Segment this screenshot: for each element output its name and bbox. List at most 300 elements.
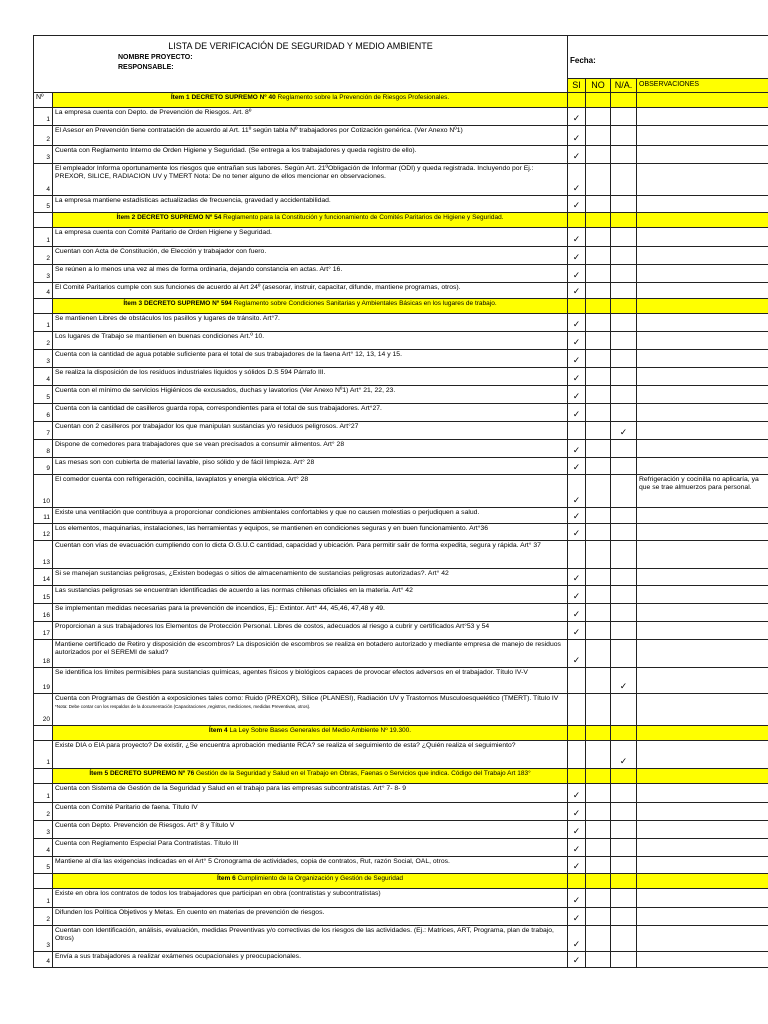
checkbox-cell-si[interactable] [568,693,586,725]
section-blank-cell [568,725,586,740]
checkbox-cell-na[interactable] [611,740,637,768]
row-description [53,403,568,421]
observations-cell[interactable] [637,603,768,621]
checkbox-cell-no[interactable] [586,802,611,820]
checkbox-cell-si[interactable] [568,667,586,693]
observations-cell[interactable] [637,540,768,568]
checkbox-cell-no[interactable] [586,951,611,967]
page-title: LISTA DE VERIFICACIÓN DE SEGURIDAD Y MEDIO AMBIENTE [168,41,433,51]
checkbox-cell-no[interactable] [586,421,611,439]
section-blank-cell [611,725,637,740]
row-text: Difunden los Política Objetivos y Metas. En cuento en materias de prevención de riesgos. [55,908,325,916]
observations-cell[interactable] [637,568,768,585]
observations-cell[interactable] [637,421,768,439]
checkbox-cell-na[interactable] [611,145,637,163]
section-description: Cumplimiento de la Organización y Gestión de Seguridad [237,874,404,882]
section-header-row [34,768,768,783]
row-description [53,856,568,873]
checkbox-cell-no[interactable] [586,331,611,349]
checkbox-cell-no[interactable] [586,523,611,540]
row-number: 14 [34,568,53,585]
observations-cell[interactable] [637,740,768,768]
checkbox-cell-na[interactable] [611,783,637,802]
checkbox-cell-na[interactable] [611,838,637,856]
checkbox-cell-no[interactable] [586,349,611,367]
row-text: El comedor cuenta con refrigeración, cocinilla, lavaplatos y energía eléctrica. Art° 28 [55,475,309,483]
checkbox-cell-si[interactable] [568,888,586,907]
observations-cell[interactable] [637,385,768,403]
row-number: 6 [34,403,53,421]
checkbox-cell-no[interactable] [586,740,611,768]
checkbox-cell-na[interactable] [611,349,637,367]
observations-cell[interactable] [637,907,768,925]
table-row [34,367,768,385]
table-row [34,693,768,725]
section-law: DECRETO SUPREMO Nº 40 [191,93,276,101]
checkbox-cell-na[interactable] [611,856,637,873]
row-text: Se implementan medidas necesarias para la prevención de incendios, Ej.: Extintor. Art° 44, 45,46, 47,48 y 49. [55,604,385,612]
section-blank-cell [611,873,637,888]
observations-cell[interactable] [637,125,768,145]
checkbox-cell-na[interactable] [611,907,637,925]
checkbox-cell-si[interactable] [568,313,586,331]
section-header-row [34,725,768,740]
checkbox-cell-no[interactable] [586,385,611,403]
checkbox-cell-na[interactable] [611,385,637,403]
row-description [53,783,568,802]
observations-cell[interactable] [637,195,768,212]
section-item: Ítem 3 [123,299,143,307]
checkbox-cell-no[interactable] [586,227,611,246]
checkbox-cell-si[interactable] [568,568,586,585]
checkbox-cell-si[interactable] [568,246,586,264]
section-blank-cell [586,725,611,740]
checkbox-cell-si[interactable] [568,439,586,457]
checkbox-cell-si[interactable] [568,264,586,282]
check-icon: ✓ [572,336,581,347]
checkbox-cell-na[interactable] [611,925,637,951]
row-number: 9 [34,457,53,474]
checkbox-cell-si[interactable] [568,385,586,403]
row-text: Existe una ventilación que contribuya a proporcionar condiciones ambientales confortables y que no causen molestias o perjudiquen a salud. [55,508,480,516]
check-icon: ✓ [572,182,581,193]
check-icon: ✓ [572,912,581,923]
checkbox-cell-na[interactable] [611,474,637,507]
checkbox-cell-si[interactable] [568,474,586,507]
checkbox-cell-si[interactable] [568,282,586,298]
checkbox-cell-si[interactable] [568,838,586,856]
checkbox-cell-si[interactable] [568,802,586,820]
checkbox-cell-no[interactable] [586,403,611,421]
section-item: Ítem 2 [116,213,136,221]
checkbox-cell-na[interactable] [611,107,637,125]
observations-cell[interactable] [637,474,768,507]
checkbox-cell-si[interactable] [568,621,586,639]
table-row [34,246,768,264]
checkbox-cell-no[interactable] [586,125,611,145]
check-icon: ✓ [572,233,581,244]
row-description [53,667,568,693]
checkbox-cell-no[interactable] [586,282,611,298]
checkbox-cell-na[interactable] [611,603,637,621]
check-icon: ✓ [572,825,581,836]
observations-cell[interactable] [637,667,768,693]
checkbox-cell-si[interactable] [568,523,586,540]
responsible-label: RESPONSABLE: [118,63,174,71]
checkbox-cell-no[interactable] [586,925,611,951]
checkbox-cell-no[interactable] [586,457,611,474]
observations-cell[interactable] [637,313,768,331]
row-description [53,693,568,725]
date-cell [568,36,768,79]
section-blank-cell [611,768,637,783]
row-text: Mantiene certificado de Retiro y disposición de escombros? La disposición de escombros se realiza en botadero autorizado y mediante empresa de manejo de residuos autorizados por el SEREMI de salud? [55,640,561,657]
check-icon: ✓ [572,390,581,401]
row-text: Se identifica los límites permisibles para sustancias químicas, agentes físicos y biológicos capaces de provocar efectos adversos en el trabajador. Título IV-V [55,668,528,676]
checkbox-cell-no[interactable] [586,693,611,725]
row-description [53,264,568,282]
observations-cell[interactable] [637,856,768,873]
observations-cell[interactable] [637,639,768,667]
observations-cell[interactable] [637,802,768,820]
row-number: 16 [34,603,53,621]
row-description [53,163,568,195]
observations-cell[interactable] [637,888,768,907]
check-icon: ✓ [572,494,581,505]
section-blank-cell [586,298,611,313]
checkbox-cell-na[interactable] [611,367,637,385]
checkbox-cell-na[interactable] [611,820,637,838]
row-description [53,227,568,246]
section-blank-cell [568,873,586,888]
row-description [53,925,568,951]
checkbox-cell-na[interactable] [611,693,637,725]
observations-cell[interactable] [637,951,768,967]
table-row [34,349,768,367]
table-row [34,888,768,907]
check-icon: ✓ [572,938,581,949]
section-title [53,92,568,107]
row-number: 2 [34,802,53,820]
row-text: El Asesor en Prevención tiene contratación de acuerdo al Art. 11º según tabla Nº trabajadores por Cotización genérica. (Ver Anexo Nº1) [55,126,463,134]
row-description [53,907,568,925]
check-icon: ✓ [572,318,581,329]
checkbox-cell-no[interactable] [586,540,611,568]
checkbox-cell-si[interactable] [568,585,586,603]
table-row [34,856,768,873]
observations-cell[interactable] [637,264,768,282]
checkbox-cell-si[interactable] [568,349,586,367]
number-header [34,298,53,313]
checkbox-cell-si[interactable] [568,540,586,568]
check-icon: ✓ [572,954,581,965]
row-number: 15 [34,585,53,603]
observations-cell[interactable] [637,246,768,264]
row-text: Se realiza la disposición de los residuos industriales líquidos y sólidos D.S 594 Párrafo III. [55,368,326,376]
row-number: 1 [34,783,53,802]
checkbox-cell-no[interactable] [586,264,611,282]
row-number: 11 [34,507,53,523]
row-number: 7 [34,421,53,439]
checklist-table [33,35,768,968]
section-blank-cell [568,298,586,313]
observations-cell[interactable] [637,439,768,457]
observations-cell[interactable] [637,820,768,838]
row-description [53,603,568,621]
checkbox-cell-na[interactable] [611,195,637,212]
row-number: 18 [34,639,53,667]
section-header-row [34,873,768,888]
row-text: Cuenta con Reglamento Especial Para Contratistas. Título III [55,839,239,847]
section-description: Reglamento sobre la Prevención de Riesgos Profesionales. [277,93,450,101]
check-icon: ✓ [619,680,628,691]
checkbox-cell-no[interactable] [586,145,611,163]
checkbox-cell-na[interactable] [611,888,637,907]
row-text: Existe DIA o EIA para proyecto? De existir, ¿Se encuentra aprobación mediante RCA? se realiza el seguimiento de esta? ¿Quién realiza el seguimiento? [55,741,516,749]
checkbox-cell-na[interactable] [611,163,637,195]
table-row [34,802,768,820]
row-text: Cuentan con 2 casilleros por trabajador los que manipulan sustancias y/o residuos peligrosos. Art°27 [55,422,359,430]
checkbox-cell-si[interactable] [568,907,586,925]
section-blank-cell [586,768,611,783]
checkbox-cell-na[interactable] [611,568,637,585]
section-title [53,725,568,740]
checkbox-cell-na[interactable] [611,667,637,693]
row-text: Cuenta con Comité Paritario de faena. Título IV [55,803,198,811]
checkbox-cell-na[interactable] [611,331,637,349]
row-description [53,820,568,838]
row-number: 3 [34,820,53,838]
observations-cell[interactable] [637,523,768,540]
row-number: 4 [34,838,53,856]
checkbox-cell-na[interactable] [611,540,637,568]
col-obs-header: OBSERVACIONES [637,78,768,92]
row-description [53,246,568,264]
row-number: 4 [34,282,53,298]
checkbox-cell-no[interactable] [586,313,611,331]
checkbox-cell-si[interactable] [568,740,586,768]
section-blank-cell [568,768,586,783]
checkbox-cell-no[interactable] [586,568,611,585]
row-text: Los lugares de Trabajo se mantienen en buenas condiciones Art.º 10. [55,332,265,340]
checkbox-cell-si[interactable] [568,951,586,967]
checkbox-cell-no[interactable] [586,838,611,856]
row-text: Los elementos, maquinarias, instalaciones, las herramientas y equipos, se mantienen en condiciones seguras y en buen funcionamiento. Art°36 [55,524,489,532]
row-number: 4 [34,951,53,967]
check-icon: ✓ [572,199,581,210]
observations-cell[interactable] [637,227,768,246]
checkbox-cell-na[interactable] [611,951,637,967]
row-text: Dispone de comedores para trabajadores que se vean precisados a consumir alimentos. Art° 28 [55,440,345,448]
row-description [53,125,568,145]
checkbox-cell-no[interactable] [586,246,611,264]
checkbox-cell-no[interactable] [586,783,611,802]
row-description [53,367,568,385]
checkbox-cell-si[interactable] [568,107,586,125]
checkbox-cell-na[interactable] [611,585,637,603]
row-text: Existe en obra los contratos de todos los trabajadores que participan en obra (contratistas y subcontratistas) [55,889,381,897]
row-description [53,507,568,523]
checkbox-cell-na[interactable] [611,507,637,523]
check-icon: ✓ [572,269,581,280]
number-header [34,873,53,888]
check-icon: ✓ [572,150,581,161]
checkbox-cell-na[interactable] [611,313,637,331]
checkbox-cell-si[interactable] [568,125,586,145]
checkbox-cell-si[interactable] [568,145,586,163]
row-number: 4 [34,163,53,195]
checkbox-cell-no[interactable] [586,820,611,838]
checkbox-cell-no[interactable] [586,474,611,507]
check-icon: ✓ [572,590,581,601]
section-law: DECRETO SUPREMO Nº 594 [143,299,232,307]
checkbox-cell-si[interactable] [568,507,586,523]
observations-cell[interactable] [637,457,768,474]
checkbox-cell-si[interactable] [568,783,586,802]
table-row [34,585,768,603]
table-row [34,421,768,439]
row-text: Las sustancias peligrosas se encuentran identificadas de acuerdo a las normas chilenas oficiales en la materia. Art° 42 [55,586,413,594]
table-row [34,951,768,967]
table-row [34,264,768,282]
check-icon: ✓ [572,608,581,619]
checkbox-cell-no[interactable] [586,107,611,125]
checkbox-cell-no[interactable] [586,163,611,195]
table-row [34,621,768,639]
checkbox-cell-na[interactable] [611,125,637,145]
checkbox-cell-si[interactable] [568,820,586,838]
row-text: Se mantienen Libres de obstáculos los pasillos y lugares de tránsito. Art°7. [55,314,280,322]
table-row [34,474,768,507]
checkbox-cell-si[interactable] [568,331,586,349]
row-description [53,421,568,439]
row-number: 1 [34,888,53,907]
checkbox-cell-si[interactable] [568,856,586,873]
checkbox-cell-no[interactable] [586,621,611,639]
row-number: 2 [34,246,53,264]
checkbox-cell-si[interactable] [568,163,586,195]
date-label: Fecha: [570,56,596,65]
checkbox-cell-na[interactable] [611,227,637,246]
section-blank-cell [586,873,611,888]
checkbox-cell-no[interactable] [586,507,611,523]
observations-cell[interactable] [637,145,768,163]
checkbox-cell-na[interactable] [611,264,637,282]
row-text: La empresa cuenta con Depto. de Prevención de Riesgos. Art. 8º [55,108,252,116]
checkbox-cell-na[interactable] [611,439,637,457]
checkbox-cell-no[interactable] [586,439,611,457]
section-title [53,298,568,313]
check-icon: ✓ [572,132,581,143]
checkbox-cell-no[interactable] [586,667,611,693]
row-description [53,951,568,967]
observations-cell[interactable] [637,621,768,639]
checkbox-cell-na[interactable] [611,403,637,421]
checkbox-cell-no[interactable] [586,856,611,873]
row-number: 5 [34,385,53,403]
observations-cell[interactable] [637,507,768,523]
row-note: *Nota: Debe contar con los respaldos de la documentación (Capacitaciones ,registros, mediciones, medidas Preventivas, otros). [55,704,311,710]
observations-cell[interactable] [637,783,768,802]
row-number: 3 [34,145,53,163]
col-na-header: N/A. [611,78,637,92]
observation-text: Refrigeración y cocinilla no aplicaría, ya que se trae almuerzos para personal. [639,475,759,492]
row-description [53,107,568,125]
observations-cell[interactable] [637,838,768,856]
checkbox-cell-si[interactable] [568,367,586,385]
row-number: 17 [34,621,53,639]
checkbox-cell-si[interactable] [568,457,586,474]
row-description [53,540,568,568]
table-row [34,457,768,474]
checkbox-cell-si[interactable] [568,603,586,621]
checkbox-cell-na[interactable] [611,421,637,439]
checkbox-cell-no[interactable] [586,603,611,621]
checkbox-cell-na[interactable] [611,457,637,474]
checkbox-cell-na[interactable] [611,621,637,639]
checkbox-cell-na[interactable] [611,523,637,540]
checkbox-cell-no[interactable] [586,367,611,385]
section-law: DECRETO SUPREMO Nº 54 [137,213,222,221]
checkbox-cell-na[interactable] [611,246,637,264]
project-name-label: NOMBRE PROYECTO: [118,54,193,62]
section-header-row [34,298,768,313]
check-icon: ✓ [572,444,581,455]
checkbox-cell-no[interactable] [586,907,611,925]
observations-cell[interactable] [637,585,768,603]
observations-cell[interactable] [637,282,768,298]
table-row [34,507,768,523]
observations-cell[interactable] [637,693,768,725]
observations-cell[interactable] [637,925,768,951]
section-law: DECRETO SUPREMO Nº 76 [109,769,195,777]
observations-cell[interactable] [637,349,768,367]
checkbox-cell-si[interactable] [568,403,586,421]
checkbox-cell-no[interactable] [586,639,611,667]
row-text: Cuenta con la cantidad de agua potable suficiente para el total de sus trabajadores de la faena Art° 12, 13, 14 y 15. [55,350,402,358]
checkbox-cell-na[interactable] [611,282,637,298]
observations-cell[interactable] [637,403,768,421]
checkbox-cell-si[interactable] [568,421,586,439]
checkbox-cell-si[interactable] [568,639,586,667]
row-number: 2 [34,331,53,349]
row-description [53,439,568,457]
section-header-row [34,92,768,107]
row-number: 8 [34,439,53,457]
checkbox-cell-si[interactable] [568,195,586,212]
checkbox-cell-na[interactable] [611,639,637,667]
observations-cell[interactable] [637,331,768,349]
check-icon: ✓ [572,807,581,818]
row-text: La empresa mantiene estadísticas actualizadas de frecuencia, gravedad y accidentabilidad. [55,196,331,204]
observations-cell[interactable] [637,163,768,195]
section-blank-cell [637,298,768,313]
checkbox-cell-no[interactable] [586,195,611,212]
checkbox-cell-no[interactable] [586,585,611,603]
observations-cell[interactable] [637,107,768,125]
table-row [34,603,768,621]
row-number: 2 [34,907,53,925]
checkbox-cell-si[interactable] [568,227,586,246]
checkbox-cell-na[interactable] [611,802,637,820]
checkbox-cell-no[interactable] [586,888,611,907]
row-text: Proporcionan a sus trabajadores los Elementos de Protección Personal. Libres de costos, adecuados al riesgo a cubrir y certificados Art°53 y 54 [55,622,490,630]
checkbox-cell-si[interactable] [568,925,586,951]
observations-cell[interactable] [637,367,768,385]
check-icon: ✓ [572,461,581,472]
check-icon: ✓ [572,789,581,800]
row-number: 1 [34,227,53,246]
